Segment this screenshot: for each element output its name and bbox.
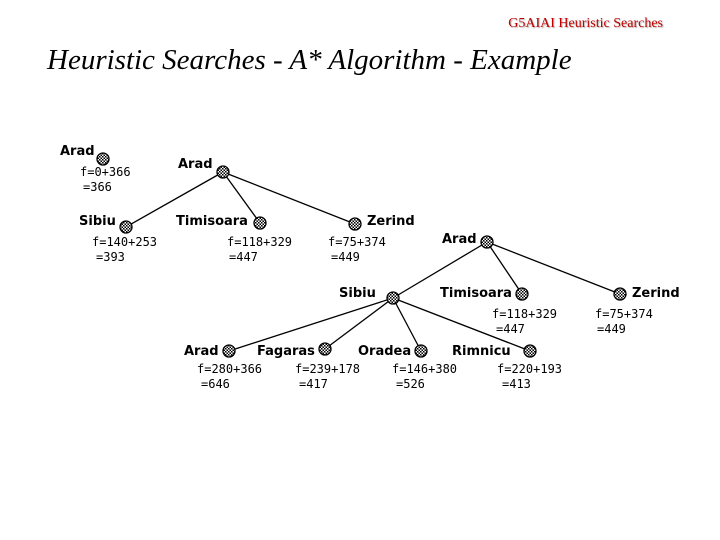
f-total-arad-2: =646 bbox=[201, 377, 230, 391]
tree-1 bbox=[60, 144, 131, 194]
f-total-fagaras: =417 bbox=[299, 377, 328, 391]
f-value-fagaras: f=239+178 bbox=[295, 362, 361, 376]
node-label-oradea: Oradea bbox=[358, 344, 412, 359]
node-label-fagaras: Fagaras bbox=[257, 344, 315, 359]
node-label-zerind: Zerind bbox=[632, 286, 680, 301]
node-arad-2 bbox=[223, 345, 235, 357]
f-total-sibiu: =393 bbox=[96, 250, 125, 264]
node-label-arad-2: Arad bbox=[184, 344, 219, 359]
f-total-timisoara: =447 bbox=[496, 322, 525, 336]
node-arad bbox=[217, 166, 229, 178]
f-value-oradea: f=146+380 bbox=[392, 362, 458, 376]
tree-3 bbox=[184, 232, 680, 391]
slide-title: Heuristic Searches - A* Algorithm - Example bbox=[47, 44, 572, 76]
f-total-timisoara: =447 bbox=[229, 250, 258, 264]
edge-sibiu-fagaras bbox=[325, 298, 393, 349]
node-sibiu bbox=[387, 292, 399, 304]
f-value-zerind: f=75+374 bbox=[328, 235, 386, 249]
f-value-arad-2: f=280+366 bbox=[197, 362, 263, 376]
node-zerind bbox=[614, 288, 626, 300]
node-label-rimnicu: Rimnicu bbox=[452, 344, 511, 359]
slide-header: G5AIAI Heuristic Searches bbox=[508, 16, 663, 31]
node-label-sibiu: Sibiu bbox=[339, 286, 376, 301]
node-label-arad: Arad bbox=[60, 144, 95, 159]
f-value-zerind: f=75+374 bbox=[595, 307, 653, 321]
f-value-timisoara: f=118+329 bbox=[492, 307, 558, 321]
node-label-sibiu: Sibiu bbox=[79, 214, 116, 229]
f-total-zerind: =449 bbox=[597, 322, 626, 336]
node-label-timisoara: Timisoara bbox=[440, 286, 512, 301]
node-fagaras bbox=[319, 343, 331, 355]
node-timisoara bbox=[254, 217, 266, 229]
f-total-oradea: =526 bbox=[396, 377, 425, 391]
node-arad bbox=[481, 236, 493, 248]
node-rimnicu bbox=[524, 345, 536, 357]
f-value-rimnicu: f=220+193 bbox=[497, 362, 563, 376]
node-sibiu bbox=[120, 221, 132, 233]
f-total-rimnicu: =413 bbox=[502, 377, 531, 391]
f-value-arad: f=0+366 bbox=[80, 165, 131, 179]
f-value-sibiu: f=140+253 bbox=[92, 235, 158, 249]
f-total-arad: =366 bbox=[83, 180, 112, 194]
node-label-arad: Arad bbox=[442, 232, 477, 247]
node-timisoara bbox=[516, 288, 528, 300]
node-label-zerind: Zerind bbox=[367, 214, 415, 229]
node-zerind bbox=[349, 218, 361, 230]
node-arad bbox=[97, 153, 109, 165]
f-value-timisoara: f=118+329 bbox=[227, 235, 293, 249]
node-label-timisoara: Timisoara bbox=[176, 214, 248, 229]
f-total-zerind: =449 bbox=[331, 250, 360, 264]
node-label-arad: Arad bbox=[178, 157, 213, 172]
node-oradea bbox=[415, 345, 427, 357]
